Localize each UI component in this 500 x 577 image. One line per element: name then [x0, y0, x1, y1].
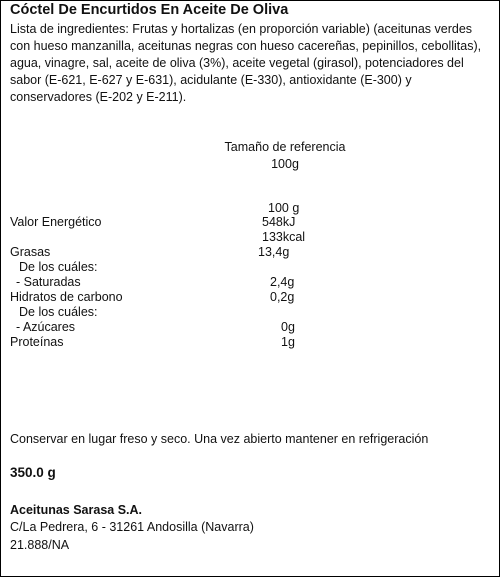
reference-size-label: Tamaño de referencia [224, 140, 346, 154]
storage-instructions: Conservar en lugar freso y seco. Una vez abierto mantener en refrigeración [10, 432, 429, 446]
sugars-label: - Azúcares [16, 320, 76, 334]
product-title: Cóctel De Encurtidos En Aceite De Oliva [10, 2, 289, 18]
carbs-value: 0,2g [270, 290, 295, 304]
sugars-value: 0g [281, 320, 295, 334]
carbs-label: Hidratos de carbono [10, 290, 123, 304]
energy-kcal-value: 133kcal [262, 230, 306, 244]
fat-label: Grasas [10, 245, 51, 259]
fat-of-which-label: De los cuáles: [19, 260, 98, 274]
saturated-value: 2,4g [270, 275, 295, 289]
reference-size-amount: 100g [271, 157, 299, 171]
saturated-label: - Saturadas [16, 275, 81, 289]
protein-value: 1g [281, 335, 295, 349]
protein-label: Proteínas [10, 335, 64, 349]
energy-kj-value: 548kJ [262, 215, 296, 229]
company-name: Aceitunas Sarasa S.A. [10, 503, 143, 517]
reference-size-header [220, 139, 350, 173]
company-address: C/La Pedrera, 6 - 31261 Andosilla (Navarra) [10, 520, 254, 534]
column-header: 100 g [268, 201, 300, 215]
ingredients-list: Lista de ingredientes: Frutas y hortalizas (en proporción variable) (aceitunas verdes con hueso manzanilla, aceitunas negras con hueso cacereñas, pepinillos, cebollitas), agua, vinagre, sal, aceite de oliva (3%), aceite vegetal (girasol), potenciadores del sabor (E-621, E-627 y E-631), acidulante (E-330), antioxidante (E-300) y conservadores (E-202 y E-211). [10, 22, 482, 104]
registration-code: 21.888/NA [10, 538, 70, 552]
carbs-of-which-label: De los cuáles: [19, 305, 98, 319]
net-weight: 350.0 g [10, 465, 56, 480]
fat-value: 13,4g [258, 245, 290, 259]
energy-label: Valor Energético [10, 215, 102, 229]
